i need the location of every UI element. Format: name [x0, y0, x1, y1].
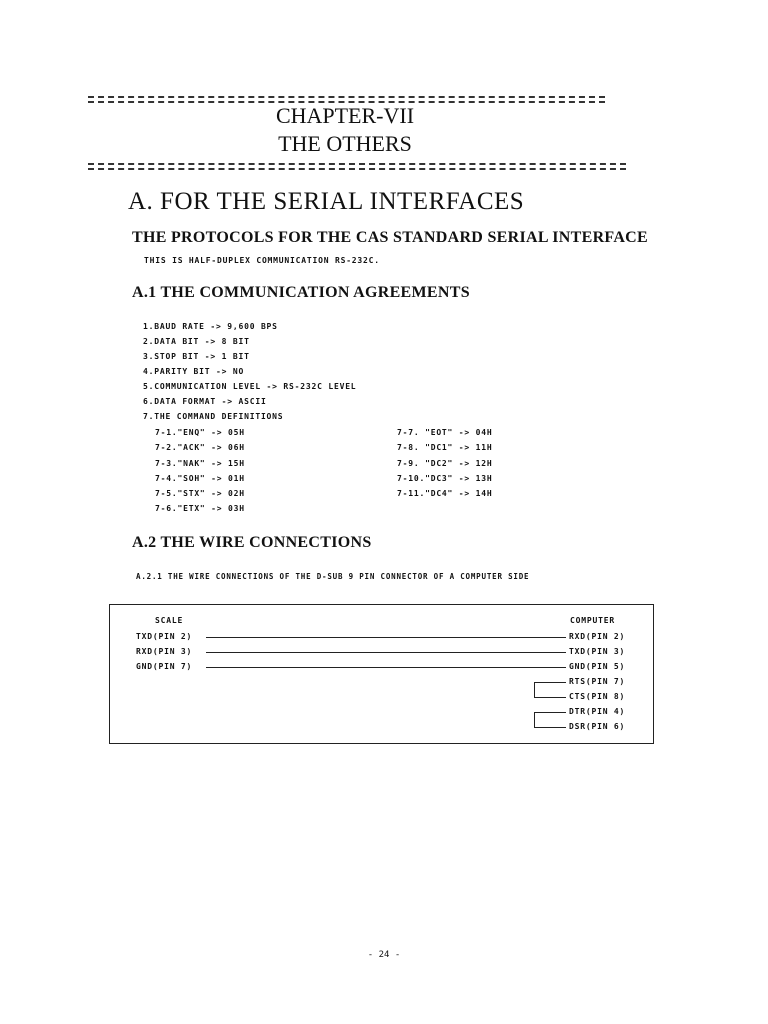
scale-pin-gnd: GND(PIN 7)	[136, 662, 193, 671]
agreement-item: 3.STOP BIT -> 1 BIT	[143, 352, 250, 361]
command-left: 7-4."SOH" -> 01H	[155, 474, 245, 483]
computer-pin-dsr: DSR(PIN 6)	[569, 722, 626, 731]
loop-rts-cts-bar	[534, 682, 535, 697]
computer-pin-cts: CTS(PIN 8)	[569, 692, 626, 701]
agreement-item: 6.DATA FORMAT -> ASCII	[143, 397, 267, 406]
command-left: 7-1."ENQ" -> 05H	[155, 428, 245, 437]
command-left: 7-3."NAK" -> 15H	[155, 459, 245, 468]
loop-rts	[534, 682, 566, 683]
section-a2-subtitle: A.2.1 THE WIRE CONNECTIONS OF THE D-SUB 9 PIN CONNECTOR OF A COMPUTER SIDE	[136, 572, 530, 581]
loop-dtr	[534, 712, 566, 713]
section-a-title: A. FOR THE SERIAL INTERFACES	[128, 188, 525, 215]
agreement-item: 5.COMMUNICATION LEVEL -> RS-232C LEVEL	[143, 382, 357, 391]
command-right: 7-9. "DC2" -> 12H	[397, 459, 493, 468]
header-rule-top	[88, 96, 605, 103]
agreement-item: 1.BAUD RATE -> 9,600 BPS	[143, 322, 278, 331]
protocol-note: THIS IS HALF-DUPLEX COMMUNICATION RS-232C.	[144, 256, 380, 265]
wire-rxd-txd	[206, 652, 566, 653]
agreement-item: 4.PARITY BIT -> NO	[143, 367, 245, 376]
scale-pin-txd: TXD(PIN 2)	[136, 632, 193, 641]
computer-pin-rts: RTS(PIN 7)	[569, 677, 626, 686]
computer-pin-txd: TXD(PIN 3)	[569, 647, 626, 656]
chapter-title: CHAPTER-VII	[275, 103, 415, 128]
command-right: 7-8. "DC1" -> 11H	[397, 443, 493, 452]
page-number: - 24 -	[367, 950, 401, 960]
computer-pin-gnd: GND(PIN 5)	[569, 662, 626, 671]
command-right: 7-10."DC3" -> 13H	[397, 474, 493, 483]
command-right: 7-7. "EOT" -> 04H	[397, 428, 493, 437]
section-a1-title: A.1 THE COMMUNICATION AGREEMENTS	[132, 284, 470, 301]
header-rule-bottom	[88, 163, 626, 170]
chapter-subtitle: THE OTHERS	[278, 131, 412, 156]
scale-pin-rxd: RXD(PIN 3)	[136, 647, 193, 656]
agreement-item: 7.THE COMMAND DEFINITIONS	[143, 412, 284, 421]
wiring-diagram	[109, 604, 654, 744]
computer-pin-dtr: DTR(PIN 4)	[569, 707, 626, 716]
wire-gnd-gnd	[206, 667, 566, 668]
command-right: 7-11."DC4" -> 14H	[397, 489, 493, 498]
command-left: 7-6."ETX" -> 03H	[155, 504, 245, 513]
loop-dsr	[534, 727, 566, 728]
section-a2-title: A.2 THE WIRE CONNECTIONS	[132, 534, 372, 551]
command-left: 7-5."STX" -> 02H	[155, 489, 245, 498]
wire-txd-rxd	[206, 637, 566, 638]
agreement-item: 2.DATA BIT -> 8 BIT	[143, 337, 250, 346]
loop-cts	[534, 697, 566, 698]
computer-header: COMPUTER	[570, 616, 615, 625]
computer-pin-rxd: RXD(PIN 2)	[569, 632, 626, 641]
scale-header: SCALE	[155, 616, 184, 625]
loop-dtr-dsr-bar	[534, 712, 535, 727]
command-left: 7-2."ACK" -> 06H	[155, 443, 245, 452]
protocol-title: THE PROTOCOLS FOR THE CAS STANDARD SERIAL INTERFACE	[132, 229, 648, 246]
